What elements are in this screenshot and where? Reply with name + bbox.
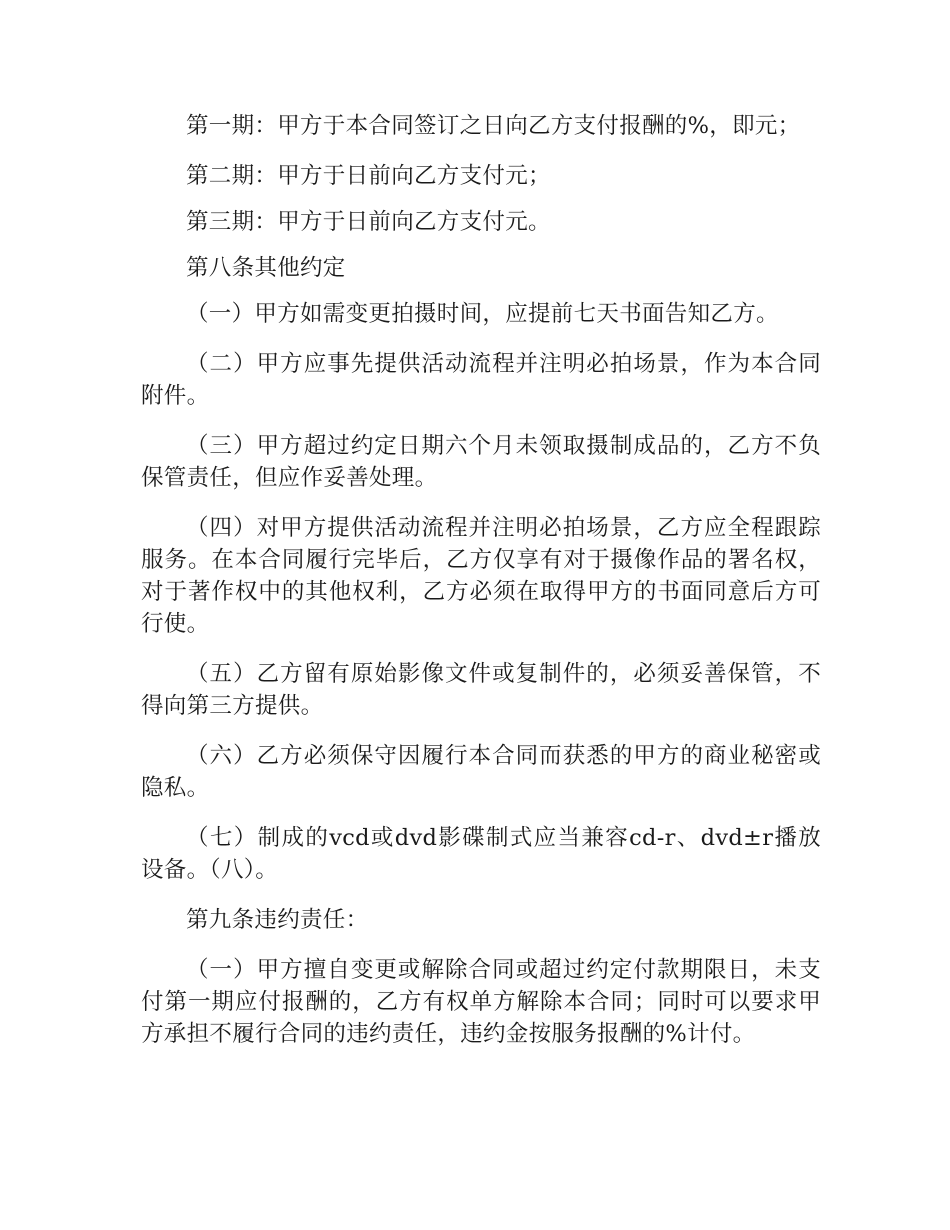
article-8-clause-2: （二）甲方应事先提供活动流程并注明必拍场景，作为本合同附件。 <box>141 351 821 409</box>
article-8-clause-1: （一）甲方如需变更拍摄时间，应提前七天书面告知乙方。 <box>186 301 779 327</box>
payment-phase-1: 第一期：甲方于本合同签订之日向乙方支付报酬的%，即元； <box>186 113 801 139</box>
article-8-clause-6: （六）乙方必须保守因履行本合同而获悉的甲方的商业秘密或隐私。 <box>141 743 821 801</box>
document-body <box>141 110 821 1068</box>
article-8-heading: 第八条其他约定 <box>186 255 346 281</box>
article-8-clause-7: （七）制成的vcd或dvd影碟制式应当兼容cd-r、dvd±r播放设备。（八）。 <box>141 825 821 883</box>
payment-phase-3: 第三期：甲方于日前向乙方支付元。 <box>186 209 551 235</box>
article-8-clause-5: （五）乙方留有原始影像文件或复制件的，必须妥善保管，不得向第三方提供。 <box>141 661 821 719</box>
payment-phase-2: 第二期：甲方于日前向乙方支付元； <box>186 163 551 189</box>
article-8-clause-3: （三）甲方超过约定日期六个月未领取摄制成品的，乙方不负保管责任，但应作妥善处理。 <box>141 433 821 491</box>
article-9-heading: 第九条违约责任： <box>186 907 369 933</box>
article-8-clause-4: （四）对甲方提供活动流程并注明必拍场景，乙方应全程跟踪服务。在本合同履行完毕后，乙方仅享有对于摄像作品的署名权，对于著作权中的其他权利，乙方必须在取得甲方的书面同意后方可行使。 <box>141 515 821 637</box>
article-9-clause-1: （一）甲方擅自变更或解除合同或超过约定付款期限日，未支付第一期应付报酬的，乙方有权单方解除本合同；同时可以要求甲方承担不履行合同的违约责任，违约金按服务报酬的%计付。 <box>141 957 821 1047</box>
